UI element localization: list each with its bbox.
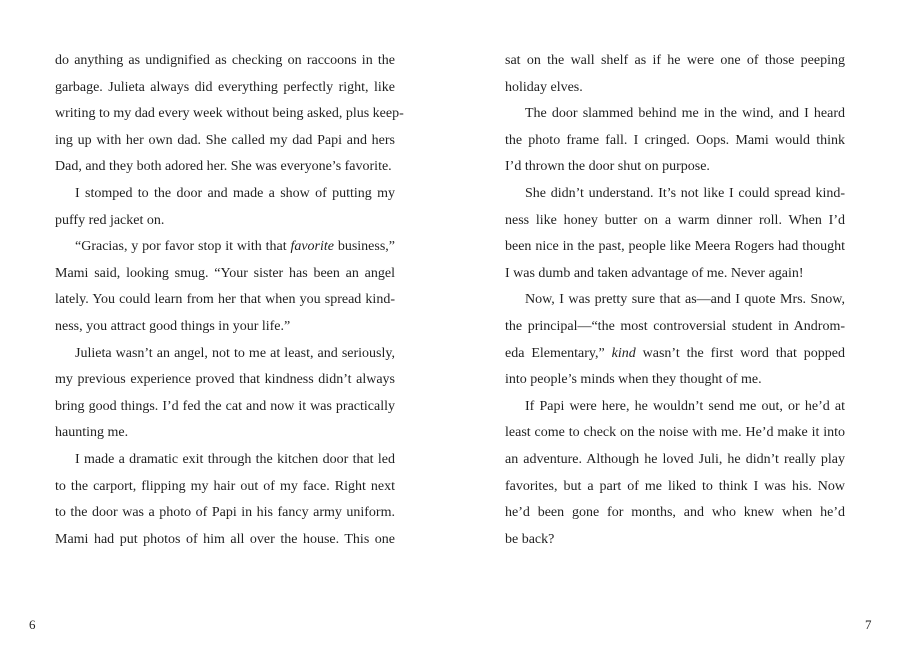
right-page (450, 0, 900, 654)
text-line: to the carport, flipping my hair out of my face. Right next (55, 478, 395, 494)
text-line: Mami had put photos of him all over the house. This one (55, 531, 395, 547)
text-line: ness like honey butter on a warm dinner roll. When I’d (505, 212, 845, 228)
text-line: sat on the wall shelf as if he were one of those peeping (505, 53, 845, 68)
text-line: been nice in the past, people like Meera Rogers had thought (505, 239, 845, 255)
text-line: I made a dramatic exit through the kitchen door that led (75, 451, 395, 467)
text-line: I stomped to the door and made a show of putting my (75, 185, 395, 201)
text-line: lately. You could learn from her that when you spread kind- (55, 292, 395, 308)
text-line: puffy red jacket on. (55, 212, 165, 228)
right-text-column (505, 48, 845, 553)
text-line: Julieta wasn’t an angel, not to me at least, and seriously, (75, 345, 395, 361)
emphasized-word: favorite (290, 239, 334, 255)
left-text-column (55, 48, 404, 553)
text-line: She didn’t understand. It’s not like I could spread kind- (525, 185, 845, 201)
text-line: I’d thrown the door shut on purpose. (505, 159, 710, 175)
text-line: the photo frame fall. I cringed. Oops. Mami would think (505, 132, 845, 148)
text-line: favorites, but a part of me liked to think I was his. Now (505, 478, 845, 494)
text-line: be back? (505, 531, 555, 547)
text-line: he’d been gone for months, and who knew when he’d (505, 505, 845, 521)
text-line: haunting me. (55, 425, 129, 441)
emphasized-word: kind (611, 345, 636, 361)
text-line: into people’s minds when they thought of me. (505, 372, 762, 388)
text-line: ness, you attract good things in your life.” (55, 318, 291, 334)
text-line: I was dumb and taken advantage of me. Never again! (505, 265, 804, 281)
text-line (55, 234, 395, 261)
text-segment: business,” (333, 239, 395, 255)
text-segment: eda Elementary,” (505, 345, 612, 361)
text-line: ing up with her own dad. She called my dad Papi and hers (55, 132, 395, 148)
text-line: bring good things. I’d fed the cat and now it was practically (55, 398, 395, 414)
text-line: garbage. Julieta always did everything perfectly right, like (55, 79, 395, 95)
text-line: Dad, and they both adored her. She was everyone’s favorite. (55, 159, 392, 175)
text-line: Now, I was pretty sure that as—and I quote Mrs. Snow, (525, 292, 845, 308)
text-segment: wasn’t the first word that popped (635, 345, 845, 361)
text-line: writing to my dad every week without being asked, plus keep- (55, 106, 404, 122)
text-line: to the door was a photo of Papi in his fancy army uniform. (55, 505, 395, 521)
text-segment: “Gracias, y por favor stop it with that (75, 239, 291, 255)
text-line: The door slammed behind me in the wind, and I heard (525, 106, 845, 122)
text-line: least come to check on the noise with me. He’d make it into (505, 425, 845, 441)
text-line: an adventure. Although he loved Juli, he didn’t really play (505, 451, 845, 467)
text-line: If Papi were here, he wouldn’t send me out, or he’d at (525, 398, 845, 414)
page-number-left: 6 (29, 617, 36, 632)
text-line: the principal—“the most controversial student in Androm- (505, 318, 845, 334)
text-line: Mami said, looking smug. “Your sister has been an angel (55, 265, 395, 281)
text-line (505, 341, 845, 368)
page-number-right: 7 (865, 617, 872, 632)
text-line: do anything as undignified as checking on raccoons in the (55, 53, 395, 68)
text-line: my previous experience proved that kindness didn’t always (55, 372, 395, 388)
text-line: holiday elves. (505, 79, 583, 95)
